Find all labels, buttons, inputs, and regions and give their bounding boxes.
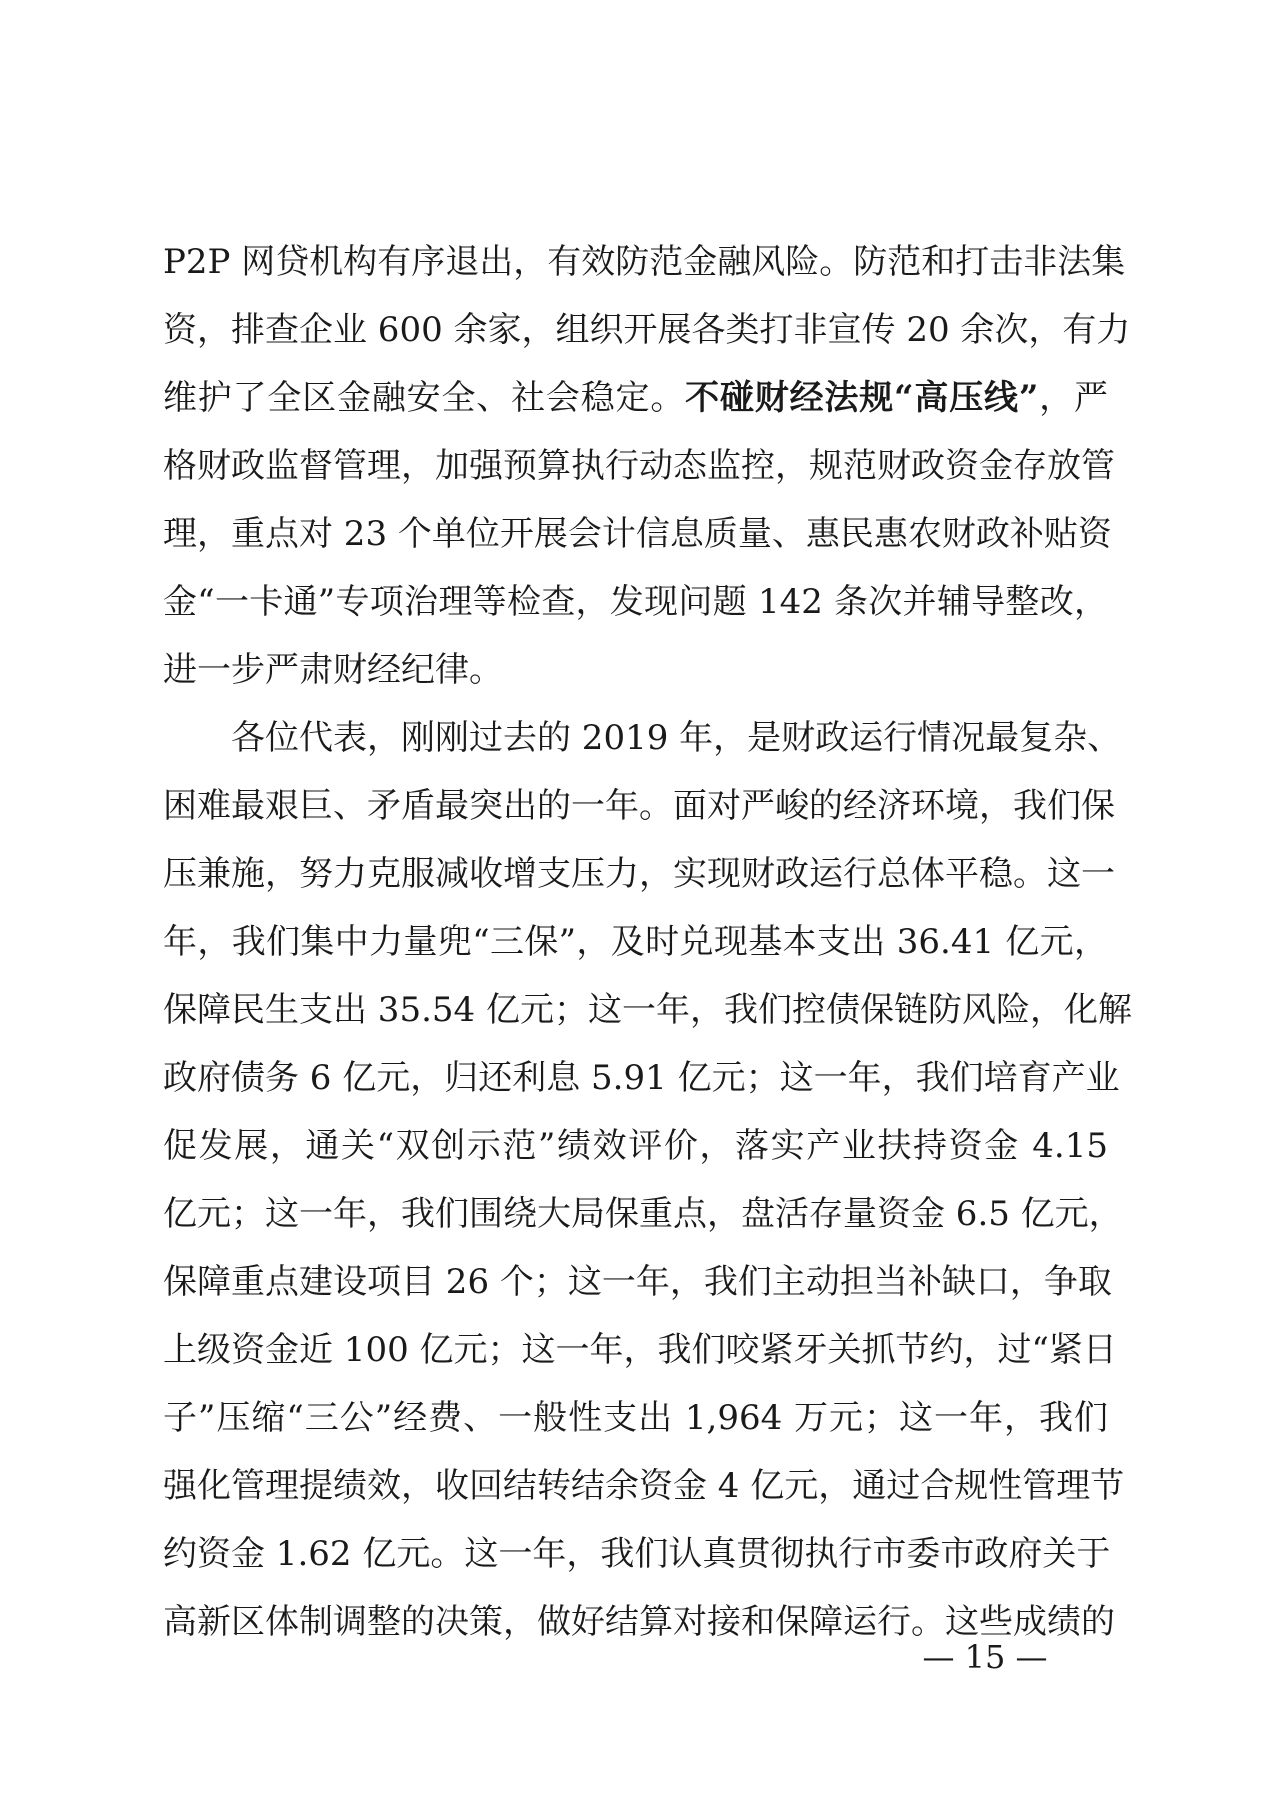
text-segment: ，严 — [1038, 378, 1108, 418]
text-line: P2P 网贷机构有序退出，有效防范金融风险。防范和打击非法集 — [163, 242, 1126, 282]
paragraph-end-line: 进一步严肃财经纪律。 — [163, 650, 503, 690]
text-line: 理，重点对 23 个单位开展会计信息质量、惠民惠农财政补贴资 — [163, 514, 1112, 554]
text-line: 年，我们集中力量兜“三保”，及时兑现基本支出 36.41 亿元， — [163, 922, 1108, 962]
text-line: 压兼施，努力克服减收增支压力，实现财政运行总体平稳。这一 — [163, 854, 1115, 894]
paragraph-first-line: 各位代表，刚刚过去的 2019 年，是财政运行情况最复杂、 — [231, 718, 1122, 758]
text-line: 强化管理提绩效，收回结转结余资金 4 亿元，通过合规性管理节 — [163, 1466, 1125, 1506]
document-body — [163, 228, 1132, 1656]
bold-section-heading: 不碰财经法规“高压线” — [685, 378, 1039, 418]
text-segment: 维护了全区金融安全、社会稳定。 — [163, 378, 686, 418]
text-line-with-bold-heading — [163, 364, 1108, 432]
text-line: 促发展，通关“双创示范”绩效评价，落实产业扶持资金 4.15 — [163, 1126, 1108, 1166]
text-line: 困难最艰巨、矛盾最突出的一年。面对严峻的经济环境，我们保 — [163, 786, 1115, 826]
text-line: 格财政监督管理，加强预算执行动态监控，规范财政资金存放管 — [163, 446, 1115, 486]
text-line: 高新区体制调整的决策，做好结算对接和保障运行。这些成绩的 — [163, 1602, 1115, 1642]
text-line: 政府债务 6 亿元，归还利息 5.91 亿元；这一年，我们培育产业 — [163, 1058, 1120, 1098]
text-line: 亿元；这一年，我们围绕大局保重点，盘活存量资金 6.5 亿元， — [163, 1194, 1123, 1234]
text-line: 资，排查企业 600 余家，组织开展各类打非宣传 20 余次，有力 — [163, 310, 1131, 350]
text-line: 子”压缩“三公”经费、一般性支出 1,964 万元；这一年，我们 — [163, 1398, 1108, 1438]
text-line: 金“一卡通”专项治理等检查，发现问题 142 条次并辅导整改， — [163, 582, 1108, 622]
text-line: 保障重点建设项目 26 个；这一年，我们主动担当补缺口，争取 — [163, 1262, 1112, 1302]
text-line: 上级资金近 100 亿元；这一年，我们咬紧牙关抓节约，过“紧日 — [163, 1330, 1117, 1370]
text-line: 约资金 1.62 亿元。这一年，我们认真贯彻执行市委市政府关于 — [163, 1534, 1111, 1574]
page-number: — 15 — — [922, 1638, 1048, 1676]
text-line: 保障民生支出 35.54 亿元；这一年，我们控债保链防风险，化解 — [163, 990, 1132, 1030]
